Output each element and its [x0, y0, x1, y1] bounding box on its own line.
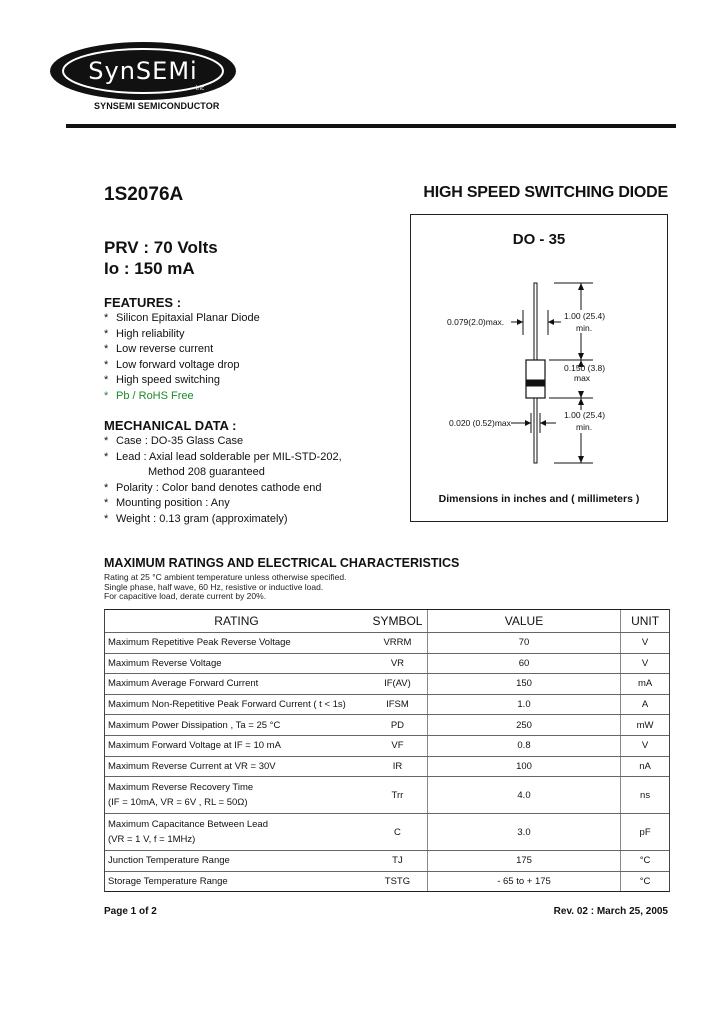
cell-rating: Maximum Reverse Current at VR = 30V	[108, 760, 276, 772]
ratings-note: Single phase, half wave, 60 Hz, resistive or inductive load.	[104, 581, 324, 592]
feature-item: * Silicon Epitaxial Planar Diode	[104, 311, 260, 327]
dim-body-length: 0.150 (3.8)	[564, 363, 606, 373]
cell-unit: °C	[620, 851, 669, 871]
header-unit: UNIT	[620, 610, 669, 632]
cell-symbol: TJ	[392, 855, 403, 867]
ratings-title: MAXIMUM RATINGS AND ELECTRICAL CHARACTERISTICS	[104, 556, 460, 570]
dim-body-length-max: max	[574, 373, 591, 383]
mechanical-item: * Mounting position : Any	[104, 496, 342, 512]
cell-rating: Maximum Forward Voltage at IF = 10 mA	[108, 740, 281, 752]
dim-lead-bottom-min: min.	[576, 422, 593, 432]
cell-value: 150	[427, 674, 620, 694]
cell-value: 4.0	[427, 777, 620, 813]
mechanical-item-continued: Method 208 guaranteed	[148, 466, 265, 478]
cell-unit: ns	[620, 777, 669, 813]
cell-value: - 65 to + 175	[427, 872, 620, 892]
mechanical-title: MECHANICAL DATA :	[104, 418, 237, 433]
features-title: FEATURES :	[104, 295, 182, 310]
cell-symbol: VR	[390, 657, 405, 669]
feature-item: * Low forward voltage drop	[104, 358, 260, 374]
cell-value: 100	[427, 757, 620, 777]
cell-value: 70	[427, 633, 620, 653]
cell-unit: °C	[620, 872, 669, 892]
cell-rating-line: Maximum Capacitance Between Lead	[108, 819, 269, 831]
table-body	[105, 633, 669, 891]
dim-body-diameter: 0.079(2.0)max.	[447, 317, 505, 327]
cell-rating: Maximum Reverse Voltage	[108, 657, 222, 669]
table-row	[105, 872, 669, 892]
cell-symbol: IF(AV)	[384, 678, 411, 690]
table-row	[105, 814, 669, 851]
cell-rating-condition: (VR = 1 V, f = 1MHz)	[108, 834, 196, 846]
logo-inc: inc	[195, 85, 205, 92]
table-row	[105, 674, 669, 695]
features-list	[104, 311, 260, 404]
cell-value: 250	[427, 715, 620, 735]
ratings-table	[104, 609, 670, 892]
header-rating: RATING	[214, 614, 259, 628]
table-row	[105, 777, 669, 814]
cell-rating: Maximum Power Dissipation , Ta = 25 °C	[108, 719, 281, 731]
dim-lead-bottom-length: 1.00 (25.4)	[564, 410, 606, 420]
cell-rating: Maximum Average Forward Current	[108, 678, 259, 690]
dim-lead-top-length: 1.00 (25.4)	[564, 311, 606, 321]
mechanical-item: * Weight : 0.13 gram (approximately)	[104, 512, 342, 528]
cell-rating: Storage Temperature Range	[108, 876, 228, 888]
header-value: VALUE	[427, 610, 620, 632]
cell-rating-condition: (IF = 10mA, VR = 6V , RL = 50Ω)	[108, 797, 248, 809]
key-specs	[104, 237, 218, 279]
logo-wordmark: SynSEMi	[88, 57, 198, 85]
cell-value: 0.8	[427, 736, 620, 756]
ratings-note: Rating at 25 °C ambient temperature unless otherwise specified.	[104, 572, 347, 582]
cell-value: 175	[427, 851, 620, 871]
table-header-row	[105, 610, 669, 633]
mechanical-item: * Polarity : Color band denotes cathode end	[104, 481, 342, 497]
cell-rating: Junction Temperature Range	[108, 855, 230, 867]
dim-lead-top-min: min.	[576, 323, 593, 333]
mechanical-list	[104, 434, 342, 527]
cell-rating: Maximum Repetitive Peak Reverse Voltage	[108, 637, 291, 649]
company-logo	[48, 40, 238, 102]
feature-item-rohs: * Pb / RoHS Free	[104, 389, 260, 405]
table-row	[105, 633, 669, 654]
dim-lead-diameter: 0.020 (0.52)max	[449, 418, 511, 428]
table-row	[105, 654, 669, 675]
io-spec: Io : 150 mA	[104, 259, 195, 278]
ratings-note: For capacitive load, derate current by 20%.	[104, 591, 267, 601]
cell-value: 3.0	[427, 814, 620, 850]
cell-rating	[105, 814, 368, 850]
cell-symbol: TSTG	[384, 876, 411, 888]
package-outline-box	[410, 214, 668, 522]
table-row	[105, 695, 669, 716]
cell-symbol: VRRM	[383, 637, 412, 649]
cell-value: 60	[427, 654, 620, 674]
mechanical-item: * Lead : Axial lead solderable per MIL-STD-202,	[104, 450, 342, 466]
package-title: DO - 35	[512, 231, 566, 248]
cell-symbol: IR	[392, 760, 403, 772]
cell-unit: mA	[620, 674, 669, 694]
part-number: 1S2076A	[104, 184, 184, 205]
table-row	[105, 736, 669, 757]
cell-rating: Maximum Non-Repetitive Peak Forward Current ( t < 1s)	[108, 699, 346, 711]
company-name: SYNSEMI SEMICONDUCTOR	[94, 101, 220, 111]
table-row	[105, 715, 669, 736]
ratings-notes	[104, 573, 346, 602]
header-rule	[66, 124, 676, 128]
cell-symbol: VF	[391, 740, 404, 752]
prv-spec: PRV : 70 Volts	[104, 238, 218, 257]
page-number: Page 1 of 2	[104, 906, 157, 917]
cell-unit: pF	[620, 814, 669, 850]
document-title: HIGH SPEED SWITCHING DIODE	[423, 184, 668, 201]
cell-unit: mW	[620, 715, 669, 735]
cell-value: 1.0	[427, 695, 620, 715]
package-drawing	[411, 215, 666, 520]
cell-rating	[105, 777, 368, 813]
cell-unit: A	[620, 695, 669, 715]
cell-symbol: Trr	[391, 789, 404, 801]
cell-unit: V	[620, 654, 669, 674]
feature-item: * Low reverse current	[104, 342, 260, 358]
cell-unit: V	[620, 736, 669, 756]
cell-unit: nA	[620, 757, 669, 777]
cell-rating-line: Maximum Reverse Recovery Time	[108, 782, 254, 794]
feature-item: * High speed switching	[104, 373, 260, 389]
cell-unit: V	[620, 633, 669, 653]
feature-item: * High reliability	[104, 327, 260, 343]
cell-symbol: IFSM	[386, 699, 409, 711]
header-symbol: SYMBOL	[372, 614, 423, 628]
mechanical-item: * Case : DO-35 Glass Case	[104, 434, 342, 450]
cell-symbol: C	[394, 826, 401, 838]
table-row	[105, 851, 669, 872]
cell-symbol: PD	[390, 719, 405, 731]
table-row	[105, 757, 669, 778]
revision-date: Rev. 02 : March 25, 2005	[553, 906, 668, 917]
package-caption: Dimensions in inches and ( millimeters )	[438, 493, 640, 505]
